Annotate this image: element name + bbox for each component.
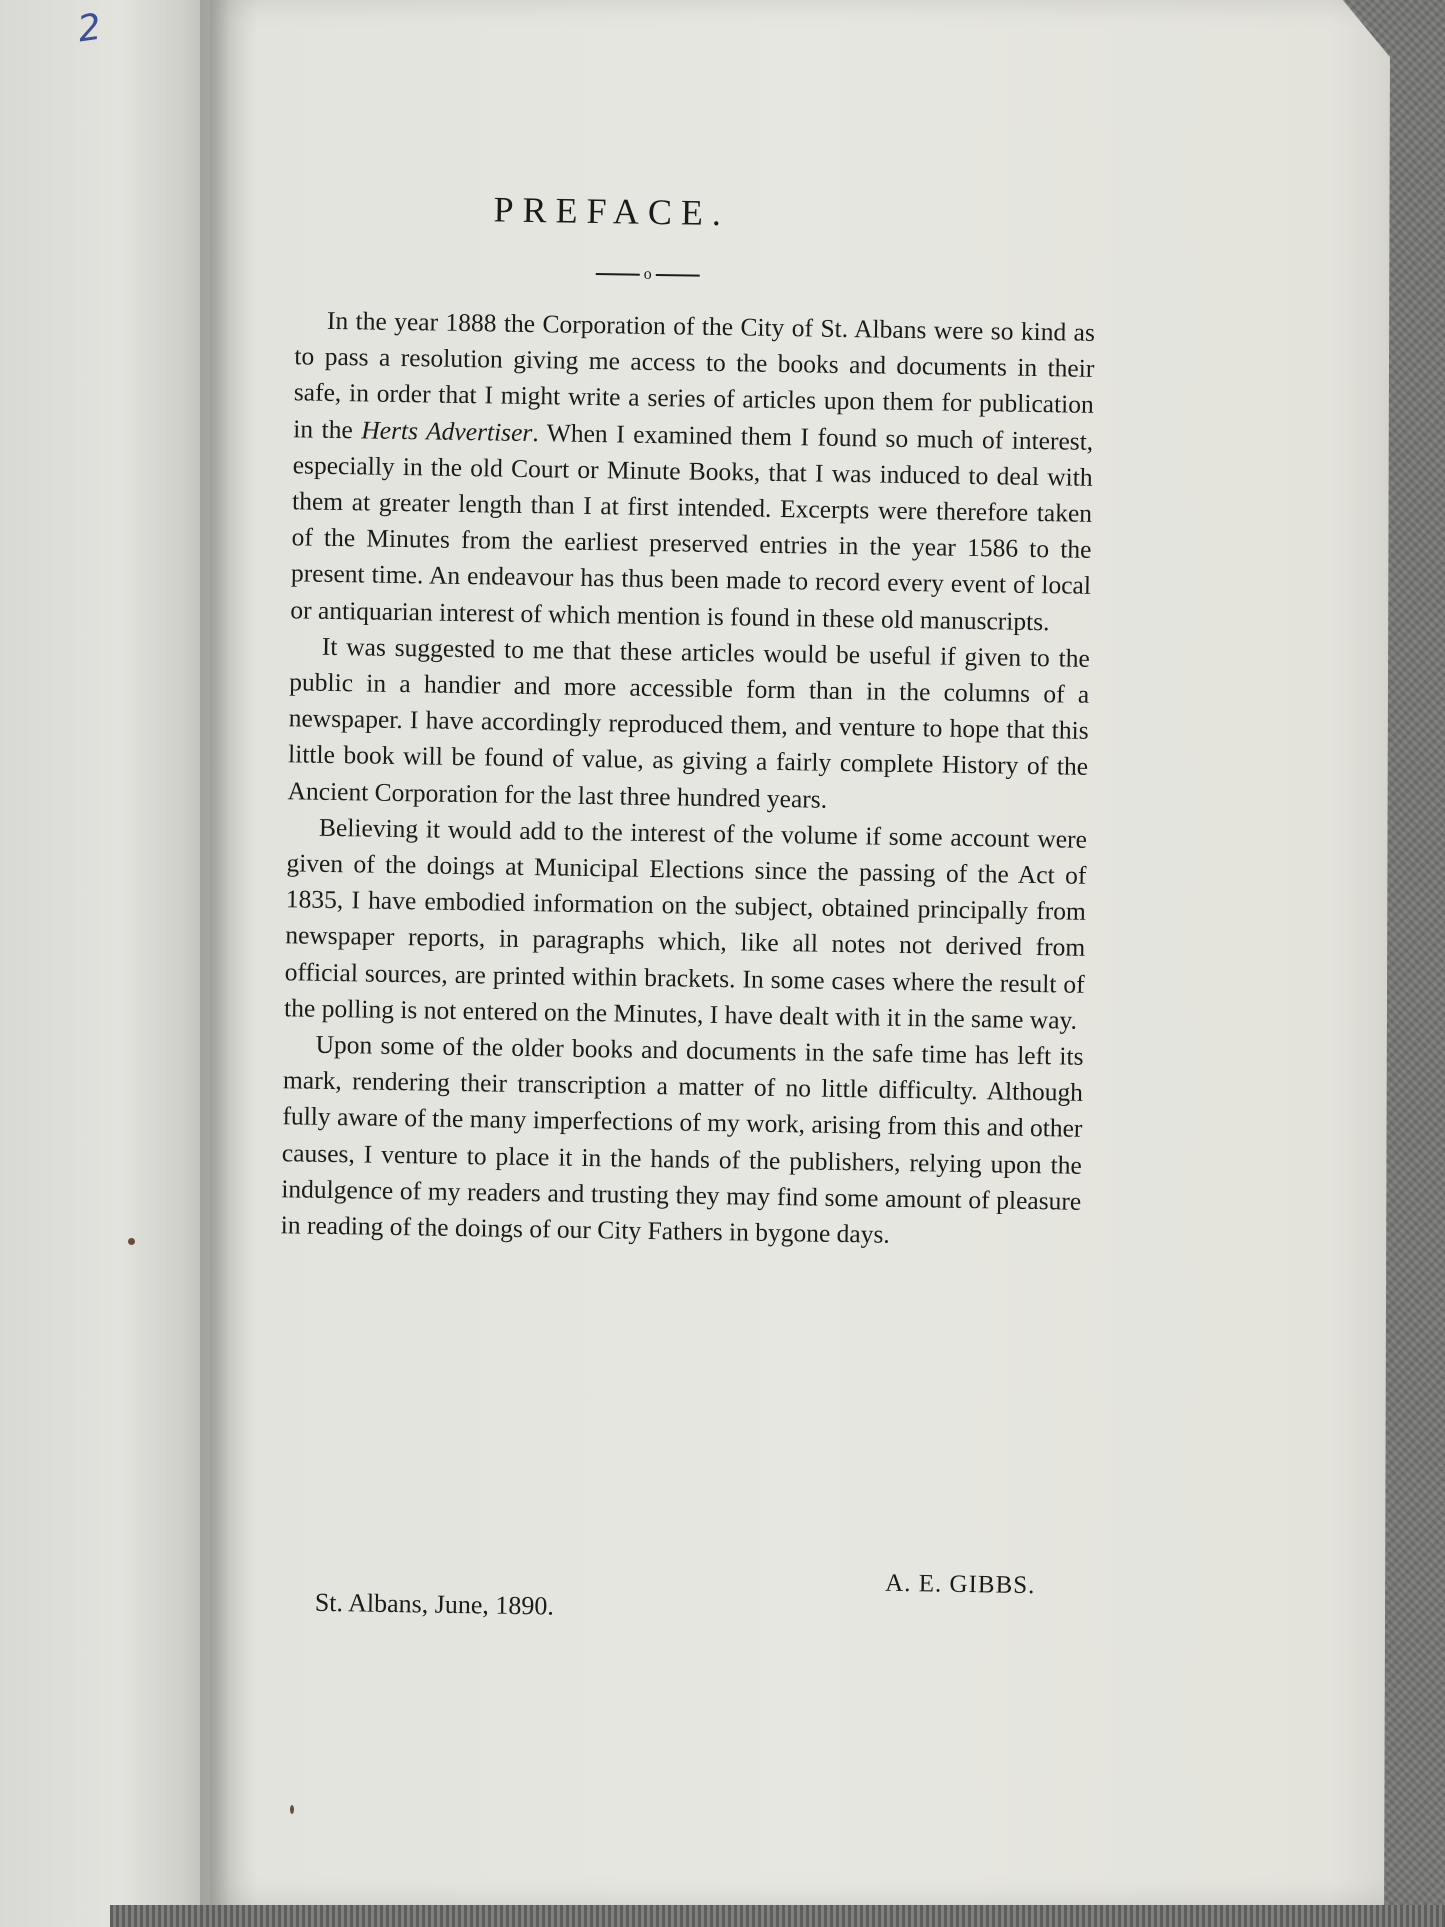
divider-rule-left <box>596 273 640 276</box>
author-signature: A. E. GIBBS. <box>885 1569 1036 1600</box>
paragraph-1 <box>290 302 1095 640</box>
facing-page-left <box>0 0 215 1927</box>
spine-shadow <box>200 0 230 1927</box>
paragraph-1-text-b: . When I examined them I found so much of interest, especially in the old Court or Minute Books, that I was induced to deal with them at greater length than I at first intended. Excerpts were therefore taken of the Minutes from the earliest preserved entries in the year 1586 to the present time. An endeavour has thus been made to record every event of local or antiquarian interest of which mention is found in these old manuscripts. <box>290 417 1094 636</box>
paragraph-2: It was suggested to me that these articles would be useful if given to the public in a handier and more accessible form than in the columns of a newspaper. I have accordingly reproduced them, and venture to hope that this little book will be found of value, as giving a fairly complete History of the Ancient Corporation for the last three hundred years. <box>287 631 1091 814</box>
background-fabric-strip <box>110 1905 1445 1927</box>
foxing-spot <box>128 1238 135 1245</box>
paragraph-1-text-a: In the year 1888 the Corporation of the City of St. Albans were so kind as to pass a resolution giving me access to the books and documents in their safe, in order that I might write a series of articles upon them for publication in the <box>293 305 1096 444</box>
handwritten-page-note: 2 <box>75 6 104 51</box>
divider-rule-right <box>656 274 700 277</box>
place-date-line: St. Albans, June, 1890. <box>314 1587 555 1621</box>
title-divider <box>583 263 713 285</box>
paragraph-4: Upon some of the older books and documents in the safe time has left its mark, rendering their transcription a matter of no little difficulty. Although fully aware of the many imperfections of my work, arising from this and other causes, I venture to place it in the hands of the publishers, relying upon the indulgence of my readers and trusting they may find some amount of pleasure in reading of the doings of our City Fathers in bygone days. <box>280 1029 1084 1249</box>
newspaper-title: Herts Advertiser <box>361 414 533 447</box>
paragraph-3: Believing it would add to the interest of the volume if some account were given of the doings at Municipal Elections since the passing of the Act of 1835, I have embodied information on the subject, obtained principally from newspaper reports, in paragraphs which, like all notes not derived from official sources, are printed within brackets. In some cases where the result of the polling is not entered on the Minutes, I have dealt with it in the same way. <box>283 812 1088 1035</box>
foxing-spot <box>290 1805 294 1814</box>
divider-ornament: o <box>643 265 652 283</box>
preface-body <box>280 302 1095 1256</box>
preface-title: PREFACE. <box>493 189 731 234</box>
